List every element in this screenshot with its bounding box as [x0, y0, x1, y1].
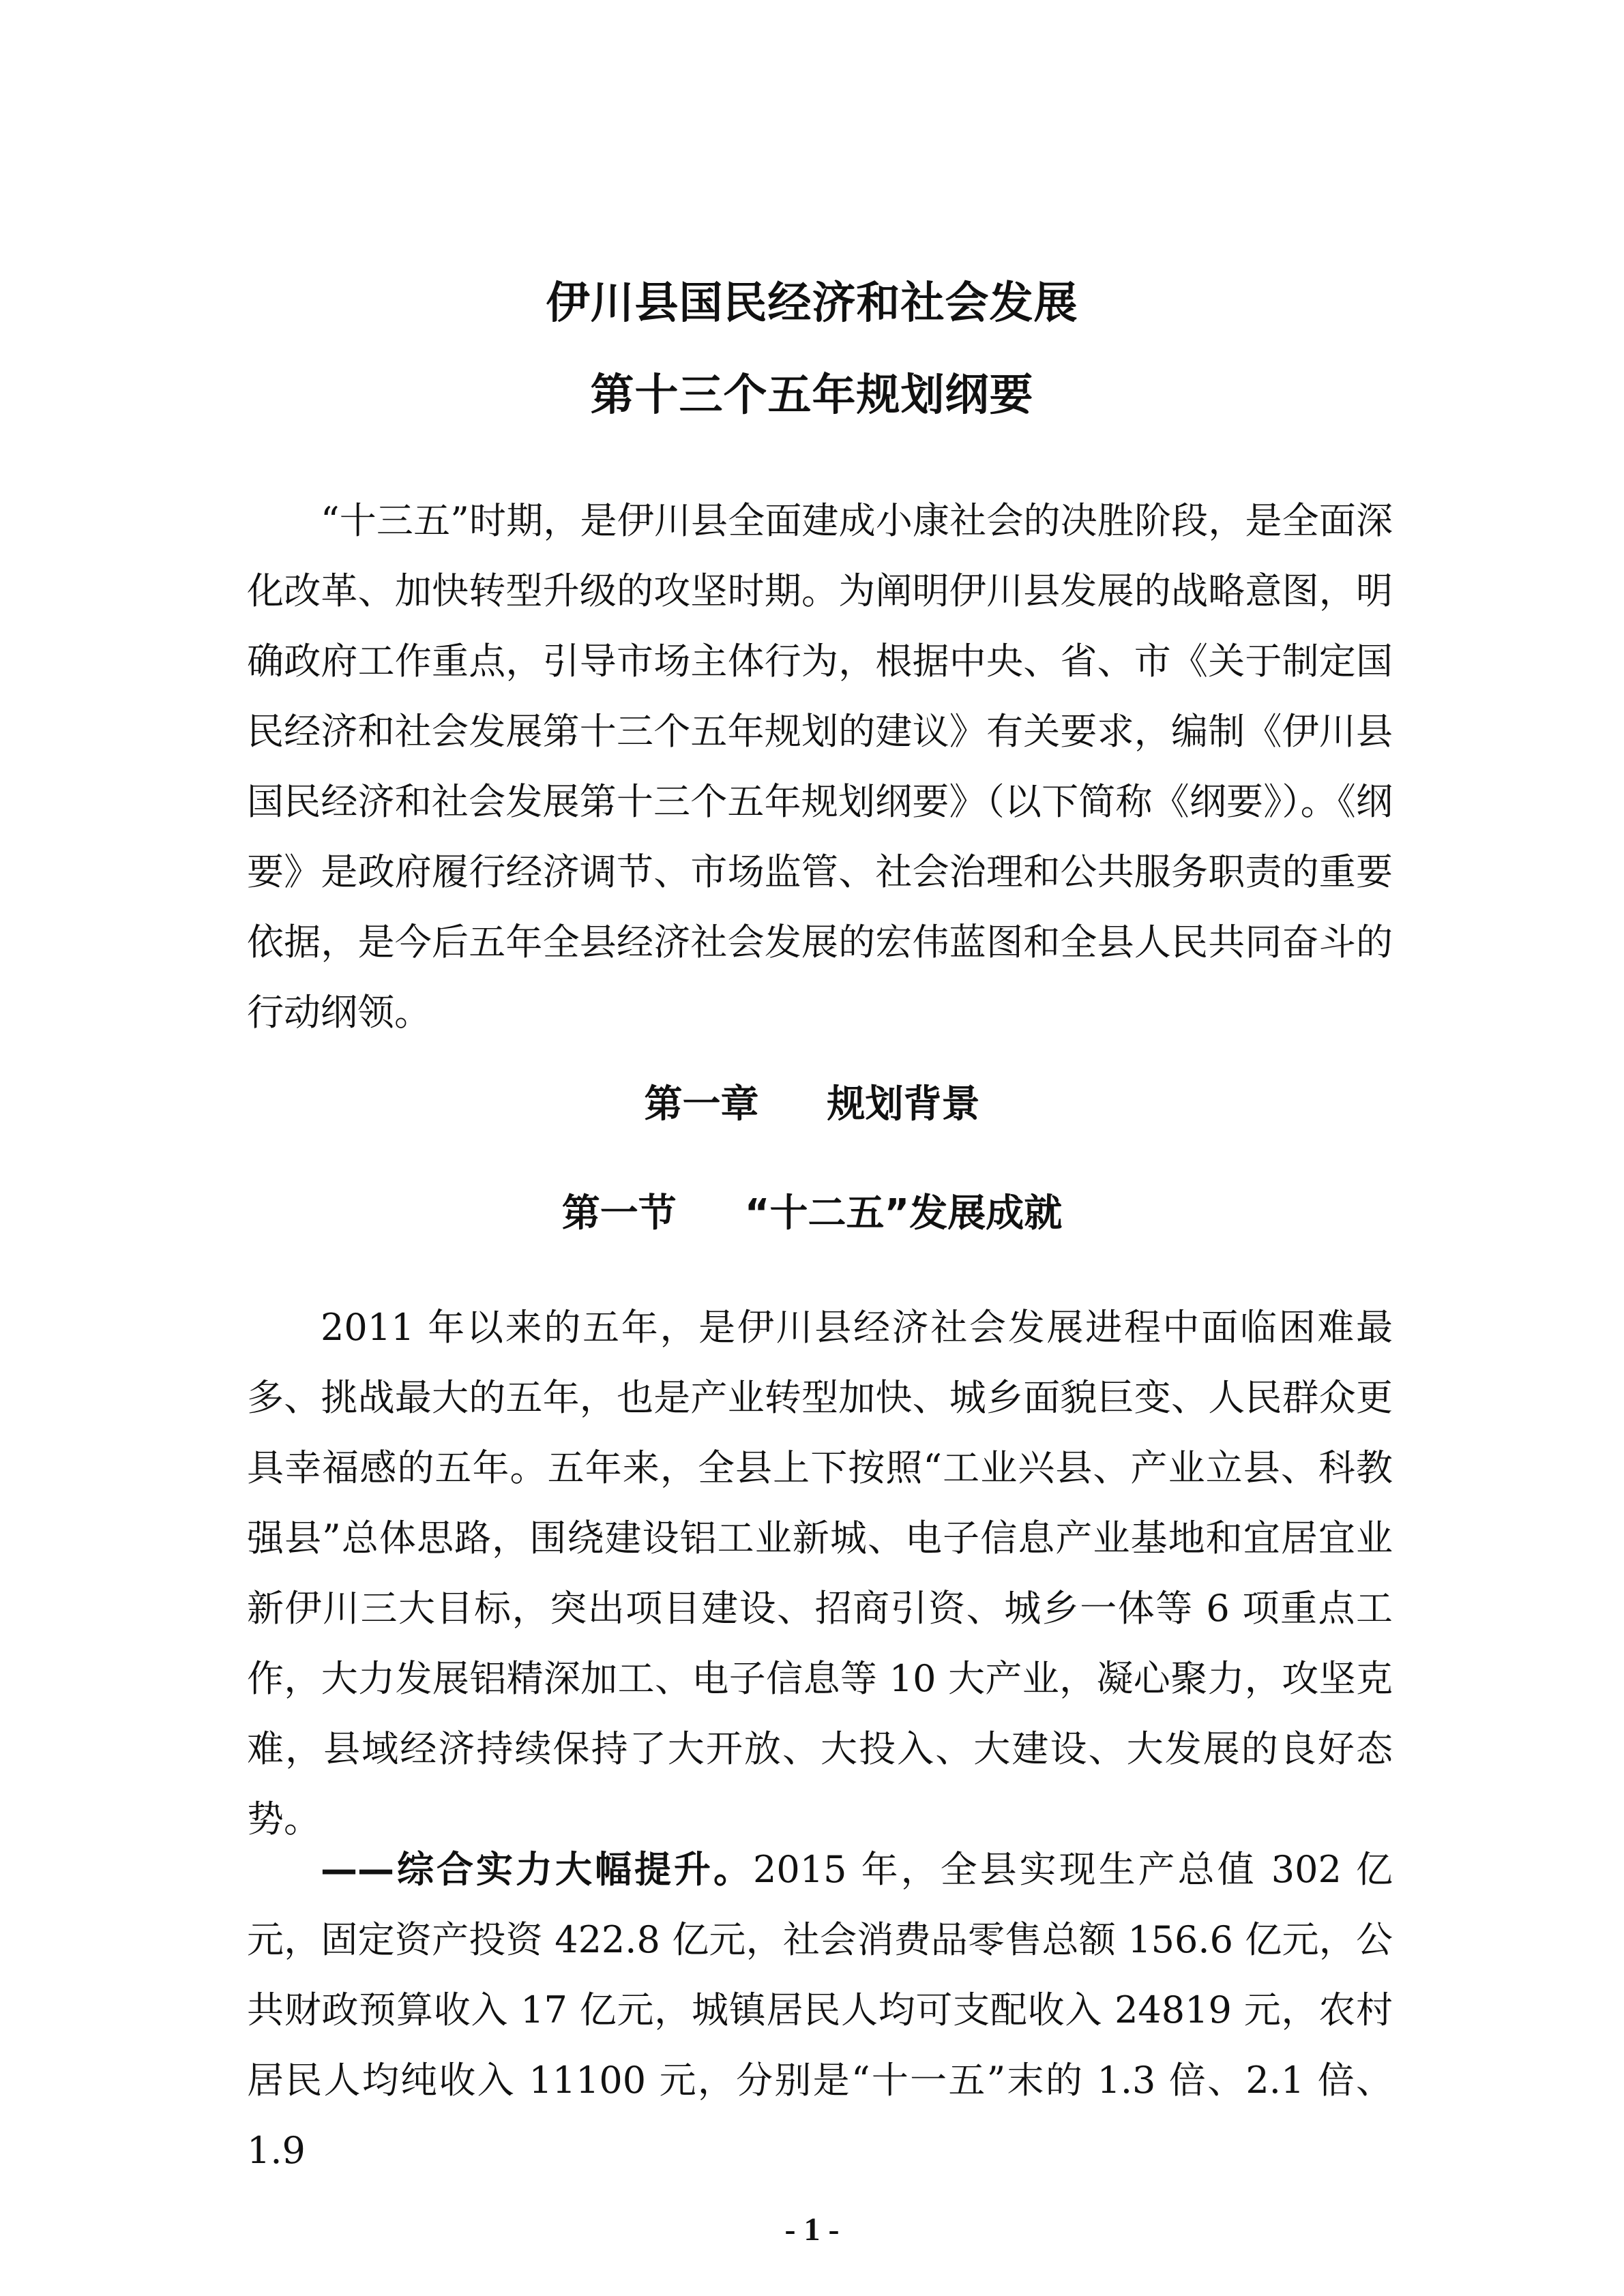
section-paragraph: 2011 年以来的五年，是伊川县经济社会发展进程中面临困难最多、挑战最大的五年，也是产业转型加快、城乡面貌巨变、人民群众更具幸福感的五年。五年来，全县上下按照“工业兴县、产业立县、科教强县”总体思路，围绕建设铝工业新城、电子信息产业基地和宜居宜业新伊川三大目标，突出项目建设、招商引资、城乡一体等 6 项重点工作，大力发展铝精深加工、电子信息等 10 大产业，凝心聚力，攻坚克难，县域经济持续保持了大开放、大投入、大建设、大发展的良好态势。	[247, 1306, 1393, 1840]
document-title-line-1: 伊川县国民经济和社会发展	[546, 278, 1078, 329]
chapter-heading	[0, 1081, 1624, 1129]
page-number: - 1 -	[784, 2211, 840, 2248]
achievement-lead: ——综合实力大幅提升。	[321, 1848, 753, 1891]
achievement-paragraph	[247, 1834, 1393, 2186]
section-number: 第一节	[561, 1191, 677, 1236]
chapter-name: 规划背景	[827, 1082, 980, 1127]
section-name: “十二五”发展成就	[744, 1191, 1063, 1236]
intro-paragraph: “十三五”时期，是伊川县全面建成小康社会的决胜阶段，是全面深化改革、加快转型升级的攻坚时期。为阐明伊川县发展的战略意图，明确政府工作重点，引导市场主体行为，根据中央、省、市《关于制定国民经济和社会发展第十三个五年规划的建议》有关要求，编制《伊川县国民经济和社会发展第十三个五年规划纲要》（以下简称《纲要》）。《纲要》是政府履行经济调节、市场监管、社会治理和公共服务职责的重要依据，是今后五年全县经济社会发展的宏伟蓝图和全县人民共同奋斗的行动纲领。	[247, 499, 1393, 1034]
achievement-text: 2015 年，全县实现生产总值 302 亿元，固定资产投资 422.8 亿元，社会消费品零售总额 156.6 亿元，公共财政预算收入 17 亿元，城镇居民人均可支配收入 24819 元，农村居民人均纯收入 11100 元，分别是“十一五”末的 1.3 倍、2.1 倍、 1.9	[247, 1848, 1393, 2172]
section-heading	[0, 1190, 1624, 1238]
chapter-number: 第一章	[644, 1082, 759, 1127]
document-title-line-2: 第十三个五年规划纲要	[590, 370, 1034, 421]
